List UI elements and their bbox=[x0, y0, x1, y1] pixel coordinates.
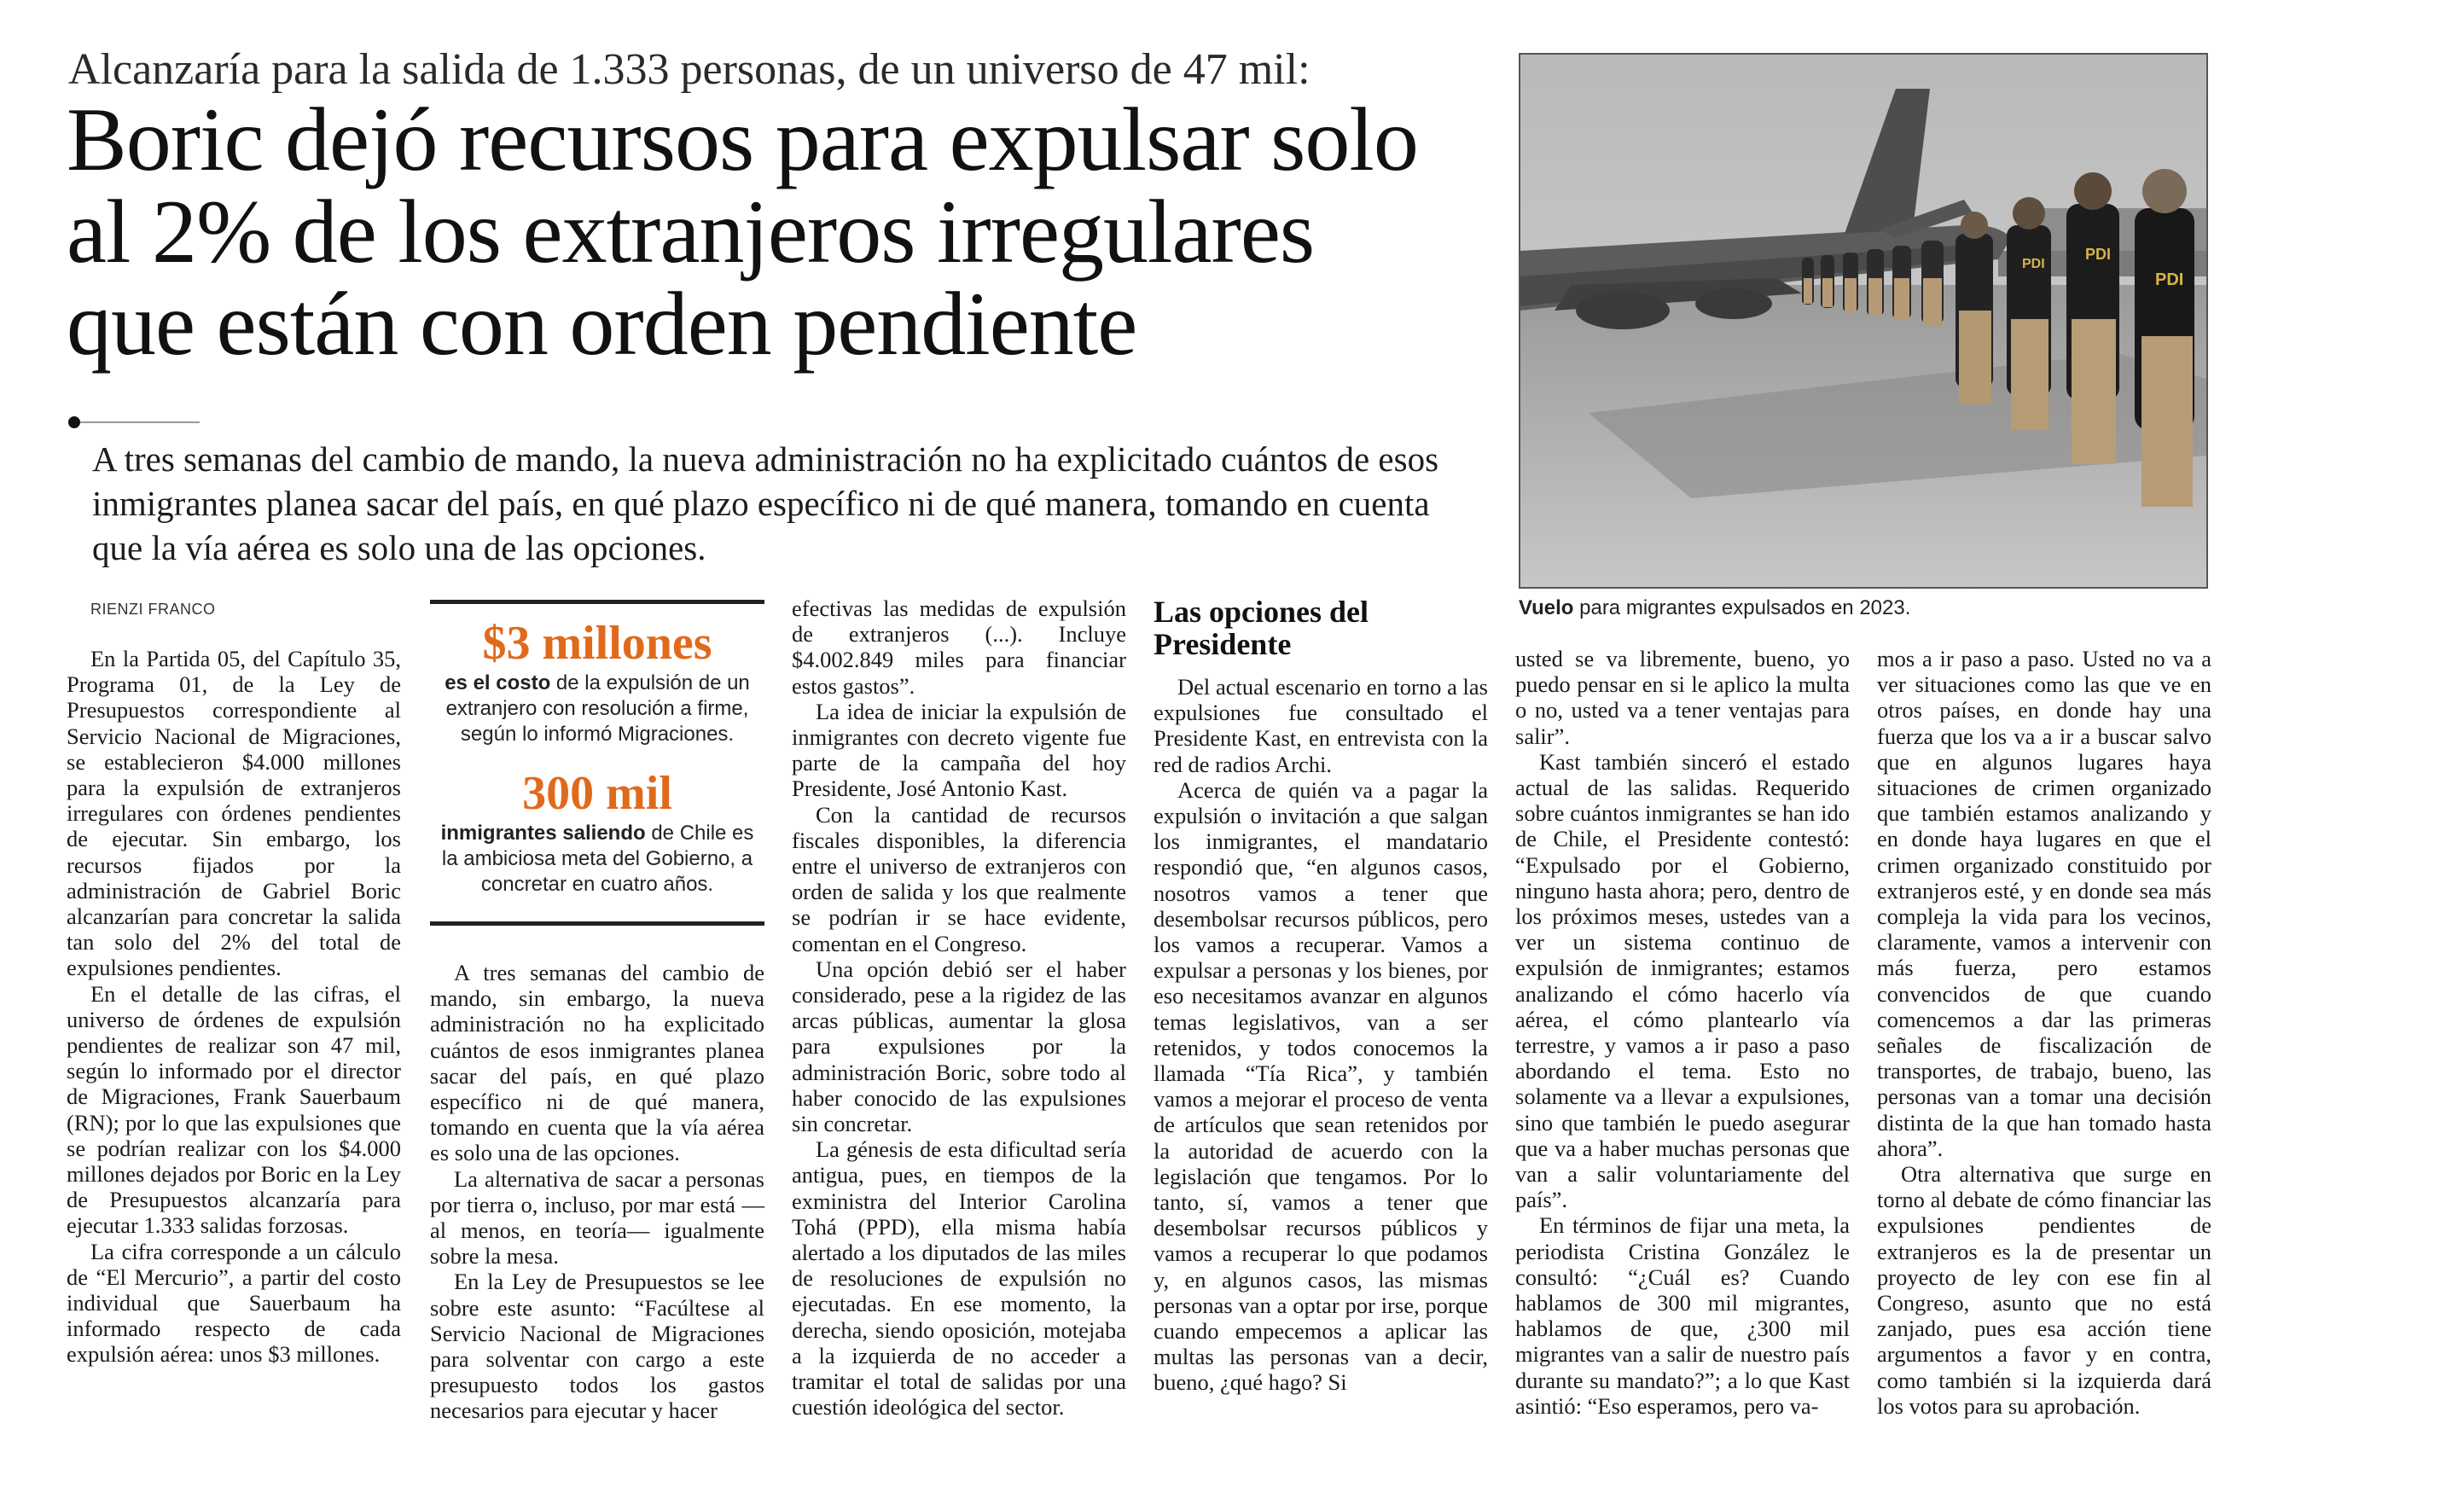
fact-goal bbox=[430, 821, 764, 898]
caption-lead: Vuelo bbox=[1519, 596, 1574, 619]
figure-goal: 300 mil bbox=[522, 767, 672, 820]
paragraph: mos a ir paso a paso. Usted no va a ver situaciones como las que ve en otros países, en donde hay una fuerza que los va a ir a buscar salvo que en algunos lugares haya situaciones de crimen organizado que también estamos analizando y en donde haya lugares en que el crimen organizado constituido por extranjeros esté, y en donde sea más compleja la vida para los vecinos, claramente, vamos a intervenir con más fuerza, pero estamos convencidos de que cuando comencemos a dar las primeras señales de fiscalización de transportes, de trabajo, bueno, las personas van a tomar una decisión distinta de la que han tomado hasta ahora”. bbox=[1877, 646, 2211, 1161]
caption-text: para migrantes expulsados en 2023. bbox=[1573, 596, 1911, 619]
deportation-flight-photo bbox=[1519, 53, 2208, 589]
paragraph: En términos de fijar una meta, la periodista Cristina González le consultó: “¿Cuál es? Cuando hablamos de 300 mil migrantes, hablamos de que, ¿300 mil migrantes van a salir de nuestro país durante su mandato?”; a lo que Kast asintió: “Eso esperamos, pero va- bbox=[1515, 1212, 1850, 1419]
vest-label: PDI bbox=[2155, 270, 2184, 289]
paragraph: Otra alternativa que surge en torno al debate de cómo financiar las expulsiones pendientes de extranjeros es la de presentar un proyecto de ley con ese fin al Congreso, asunto que no está zanjado, pues esa acción tiene argumentos a favor y en contra, como también si la izquierda dará los votos para su aprobación. bbox=[1877, 1161, 2211, 1419]
vest-label: PDI bbox=[2022, 257, 2045, 271]
headline-line: Boric dejó recursos para expulsar solo bbox=[67, 90, 1418, 189]
paragraph: efectivas las medidas de expulsión de extranjeros (...). Incluye $4.002.849 miles para financiar estos gastos”. bbox=[792, 595, 1126, 699]
paragraph: Del actual escenario en torno a las expulsiones fue consultado el Presidente Kast, en entrevista con la red de radios Archi. bbox=[1154, 674, 1488, 777]
paragraph: En la Partida 05, del Capítulo 35, Programa 01, de la Ley de Presupuestos correspondiente al Servicio Nacional de Migraciones, se establecieron $4.000 millones para la expulsión de extranjeros irregulares con órdenes pendientes de ejecutar. Sin embargo, los recursos fijados por la administración de Gabriel Boric alcanzarían para concretar la salida tan solo del 2% del total de expulsiones pendientes. bbox=[67, 646, 401, 981]
article-column-3 bbox=[792, 595, 1126, 1420]
headline bbox=[67, 90, 1508, 374]
paragraph: usted se va libremente, bueno, yo puedo pensar en si le aplico la multa o no, usted va a tener ventajas para salir”. bbox=[1515, 646, 1850, 749]
paragraph: En la Ley de Presupuestos se lee sobre este asunto: “Facúltese al Servicio Nacional de Migraciones para solventar con cargo a este presupuesto todos los gastos necesarios para ejecutar y hacer bbox=[430, 1269, 764, 1424]
lead-paragraph: A tres semanas del cambio de mando, la nueva administración no ha explicitado cuántos de esos inmigrantes planea sacar del país, en qué plazo específico ni de qué manera, tomando en cuenta que la vía aérea es solo una de las opciones. bbox=[92, 439, 1439, 567]
paragraph: A tres semanas del cambio de mando, sin embargo, la nueva administración no ha explicitado cuántos de esos inmigrantes planea sacar del país, en qué plazo específico ni de qué manera, tomando en cuenta que la vía aérea es solo una de las opciones. bbox=[430, 960, 764, 1166]
fact-cost bbox=[430, 671, 764, 747]
paragraph: Con la cantidad de recursos fiscales disponibles, la diferencia entre el universo de extranjeros con orden de salida y los que realmente se podrían ir se hace evidente, comentan en el Congreso. bbox=[792, 801, 1126, 956]
article-column-4 bbox=[1154, 674, 1488, 1396]
fact-cost-lead: es el costo bbox=[445, 671, 551, 694]
airplane-boarding-image bbox=[1520, 55, 2206, 587]
paragraph: En el detalle de las cifras, el universo de órdenes de expulsión pendientes de realizar son 47 mil, según lo informado por el director de Migraciones, Frank Sauerbaum (RN); por lo que las expulsiones que se podrían realizar con los $4.000 millones dejados por Boric en la Ley de Presupuestos alcanzaría para ejecutar 1.333 salidas forzosas. bbox=[67, 980, 401, 1239]
fact-goal-lead: inmigrantes saliendo bbox=[440, 822, 646, 845]
article-column-5 bbox=[1515, 646, 1850, 1419]
divider-dot bbox=[68, 416, 80, 428]
paragraph: La génesis de esta dificultad sería antigua, pues, en tiempos de la exministra del Interior Carolina Tohá (PPD), ella misma había alertado a los diputados de las miles de resoluciones de expulsión no ejecutadas. En ese momento, la derecha, siendo oposición, motejaba a la izquierda de no acceder a tramitar el total de salidas por una cuestión ideológica del sector. bbox=[792, 1136, 1126, 1420]
fact-goal-text: de Chile es la ambiciosa meta del Gobierno, a concretar en cuatro años. bbox=[441, 822, 754, 896]
headline-line: al 2% de los extranjeros irregulares bbox=[67, 182, 1315, 282]
photo-caption bbox=[1519, 595, 2208, 621]
byline: RIENZI FRANCO bbox=[90, 601, 216, 618]
divider bbox=[80, 421, 200, 423]
paragraph: Acerca de quién va a pagar la expulsión o invitación a que salgan los inmigrantes, el mandatario respondió que, “en algunos casos, nosotros vamos a tener que desembolsar recursos públicos, pero los vamos a recuperar. Vamos a expulsar a personas y los bienes, por eso necesitamos avanzar en algunos temas legislativos, van a ser retenidos, y todos conocemos la llamada “Tía Rica”, y también vamos a mejorar el proceso de venta de artículos que sean retenidos por la autoridad de acuerdo con la legislación que tengamos. Por lo tanto, sí, vamos a tener que desembolsar recursos públicos y vamos a recuperar lo que podamos y, en algunos casos, las mismas personas van a optar por irse, porque cuando empecemos a aplicar las multas las personas van a decir, bueno, ¿qué hago? Si bbox=[1154, 776, 1488, 1396]
headline-line: que están con orden pendiente bbox=[67, 274, 1137, 374]
figure-cost: $3 millones bbox=[482, 617, 712, 670]
article-column-2 bbox=[430, 960, 764, 1424]
article-column-1 bbox=[67, 646, 401, 1368]
paragraph: La idea de iniciar la expulsión de inmigrantes con decreto vigente fue parte de la campaña del hoy Presidente, José Antonio Kast. bbox=[792, 698, 1126, 802]
paragraph: La cifra corresponde a un cálculo de “El Mercurio”, a partir del costo individual que Sauerbaum ha informado respecto de cada expulsión aérea: unos $3 millones. bbox=[67, 1238, 401, 1368]
vest-label: PDI bbox=[2085, 246, 2112, 263]
section-subhead: Las opciones del Presidente bbox=[1154, 595, 1369, 661]
paragraph: Una opción debió ser el haber considerado, pese a la rigidez de las arcas públicas, aumentar la glosa para expulsiones por la administración Boric, sobre todo al haber conocido de las expulsiones sin concretar. bbox=[792, 956, 1126, 1137]
article-column-6 bbox=[1877, 646, 2211, 1419]
kicker: Alcanzaría para la salida de 1.333 personas, de un universo de 47 mil: bbox=[68, 45, 1310, 94]
paragraph: Kast también sinceró el estado actual de las salidas. Requerido sobre cuántos inmigrantes se han ido de Chile, el Presidente contestó: “Expulsado por el Gobierno, ninguno hasta ahora; pero, dentro de los próximos meses, ustedes van a ver un sistema continuo de expulsión de inmigrantes; estamos analizando el cómo hacerlo vía aérea, el cómo plantearlo vía terrestre, y vamos a ir paso a paso abordando el tema. Esto no solamente va a llevar a expulsiones, sino que también le puedo asegurar que va a haber muchas personas que van a salir voluntariamente del país”. bbox=[1515, 748, 1850, 1213]
fact-cost-text: de la expulsión de un extranjero con resolución a firme, según lo informó Migraciones. bbox=[445, 671, 750, 746]
fact-box bbox=[430, 600, 764, 926]
paragraph: La alternativa de sacar a personas por tierra o, incluso, por mar está —al menos, en teoría— igualmente sobre la mesa. bbox=[430, 1165, 764, 1269]
